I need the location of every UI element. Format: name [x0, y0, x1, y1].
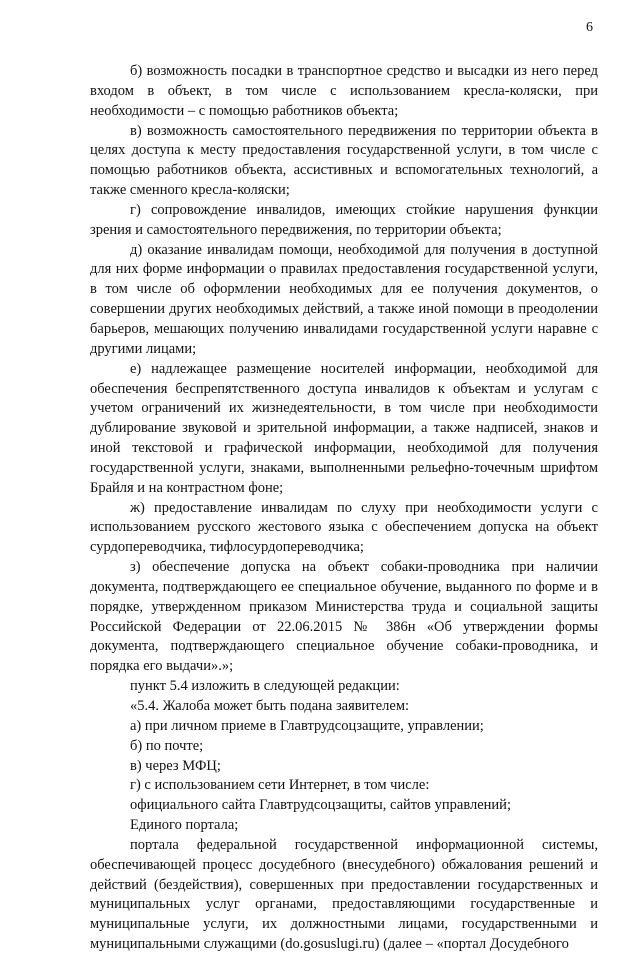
paragraph-g: г) сопровождение инвалидов, имеющих стойкие нарушения функции зрения и самостоятельного передвижения, по территории объекта; [90, 201, 598, 238]
paragraph-e: е) надлежащее размещение носителей информации, необходимой для обеспечения беспрепятственного доступа инвалидов к объектам и услугам с учетом ограничений их жизнедеятельности, в том числе при необходимости дублирование звуковой и зрительной информации, а также надписей, знаков и иной текстовой и графической информации, необходимой для получения государственной услуги, знаками, выполненными рельефно-точечным шрифтом Брайля и на контрастном фоне; [90, 360, 598, 496]
list-item-federal-portal: портала федеральной государственной информационной системы, обеспечивающей процесс досудебного (внесудебного) обжалования решений и действий (бездействия), совершенных при предоставлении государственных и муниципальных услуг органами, предоставляющими государственные и муниципальные услуги, их должностными лицами, государственными и муниципальными служащими (do.gosuslugi.ru) (далее – «портал Досудебного [90, 836, 598, 953]
paragraph-v: в) возможность самостоятельного передвижения по территории объекта в целях доступа к месту предоставления государственной услуги, в том числе с помощью работников объекта, ассистивных и вспомогательных технологий, а также сменного кресла-коляски; [90, 122, 598, 199]
paragraph-z: з) обеспечение допуска на объект собаки-проводника при наличии документа, подтверждающего ее специальное обучение, выданного по форме и в порядке, утвержденном приказом Министерства труда и социальной защиты Российской Федерации от 22.06.2015 № 386н «Об утверждении формы документа, подтверждающего специальное обучение собаки-проводника, и порядка его выдачи».»; [90, 559, 598, 675]
paragraph-d: д) оказание инвалидам помощи, необходимой для получения в доступной для них форме информации о правилах предоставления государственной услуги, в том числе об оформлении необходимых для ее получения документов, о совершении других необходимых действий, а также иной помощи в преодолении барьеров, мешающих получению инвалидами государственной услуги наравне с другими лицами; [90, 241, 598, 357]
list-item-a: а) при личном приеме в Главтрудсоцзащите, управлении; [130, 717, 484, 734]
paragraph-b: б) возможность посадки в транспортное средство и высадки из него перед входом в объект, в том числе с использованием кресла-коляски, при необходимости – с помощью работников объекта; [90, 63, 598, 119]
paragraph-zh: ж) предоставление инвалидам по слуху при необходимости услуги с использованием русского жестового языка с обеспечением допуска на объект сурдопереводчика, тифлосурдопереводчика; [90, 499, 598, 556]
list-item-v: в) через МФЦ; [130, 757, 221, 774]
list-item-g: г) с использованием сети Интернет, в том числе: [130, 777, 430, 794]
list-item-official-site: официального сайта Главтрудсоцзащиты, сайтов управлений; [130, 797, 511, 814]
body-text [90, 62, 598, 955]
paragraph-amend-5-4: пункт 5.4 изложить в следующей редакции: [130, 678, 400, 695]
list-item-unified-portal: Единого портала; [130, 817, 239, 834]
list-item-b: б) по почте; [130, 737, 204, 754]
paragraph-5-4-intro: «5.4. Жалоба может быть подана заявителем: [130, 698, 410, 714]
page-number: 6 [586, 20, 593, 35]
